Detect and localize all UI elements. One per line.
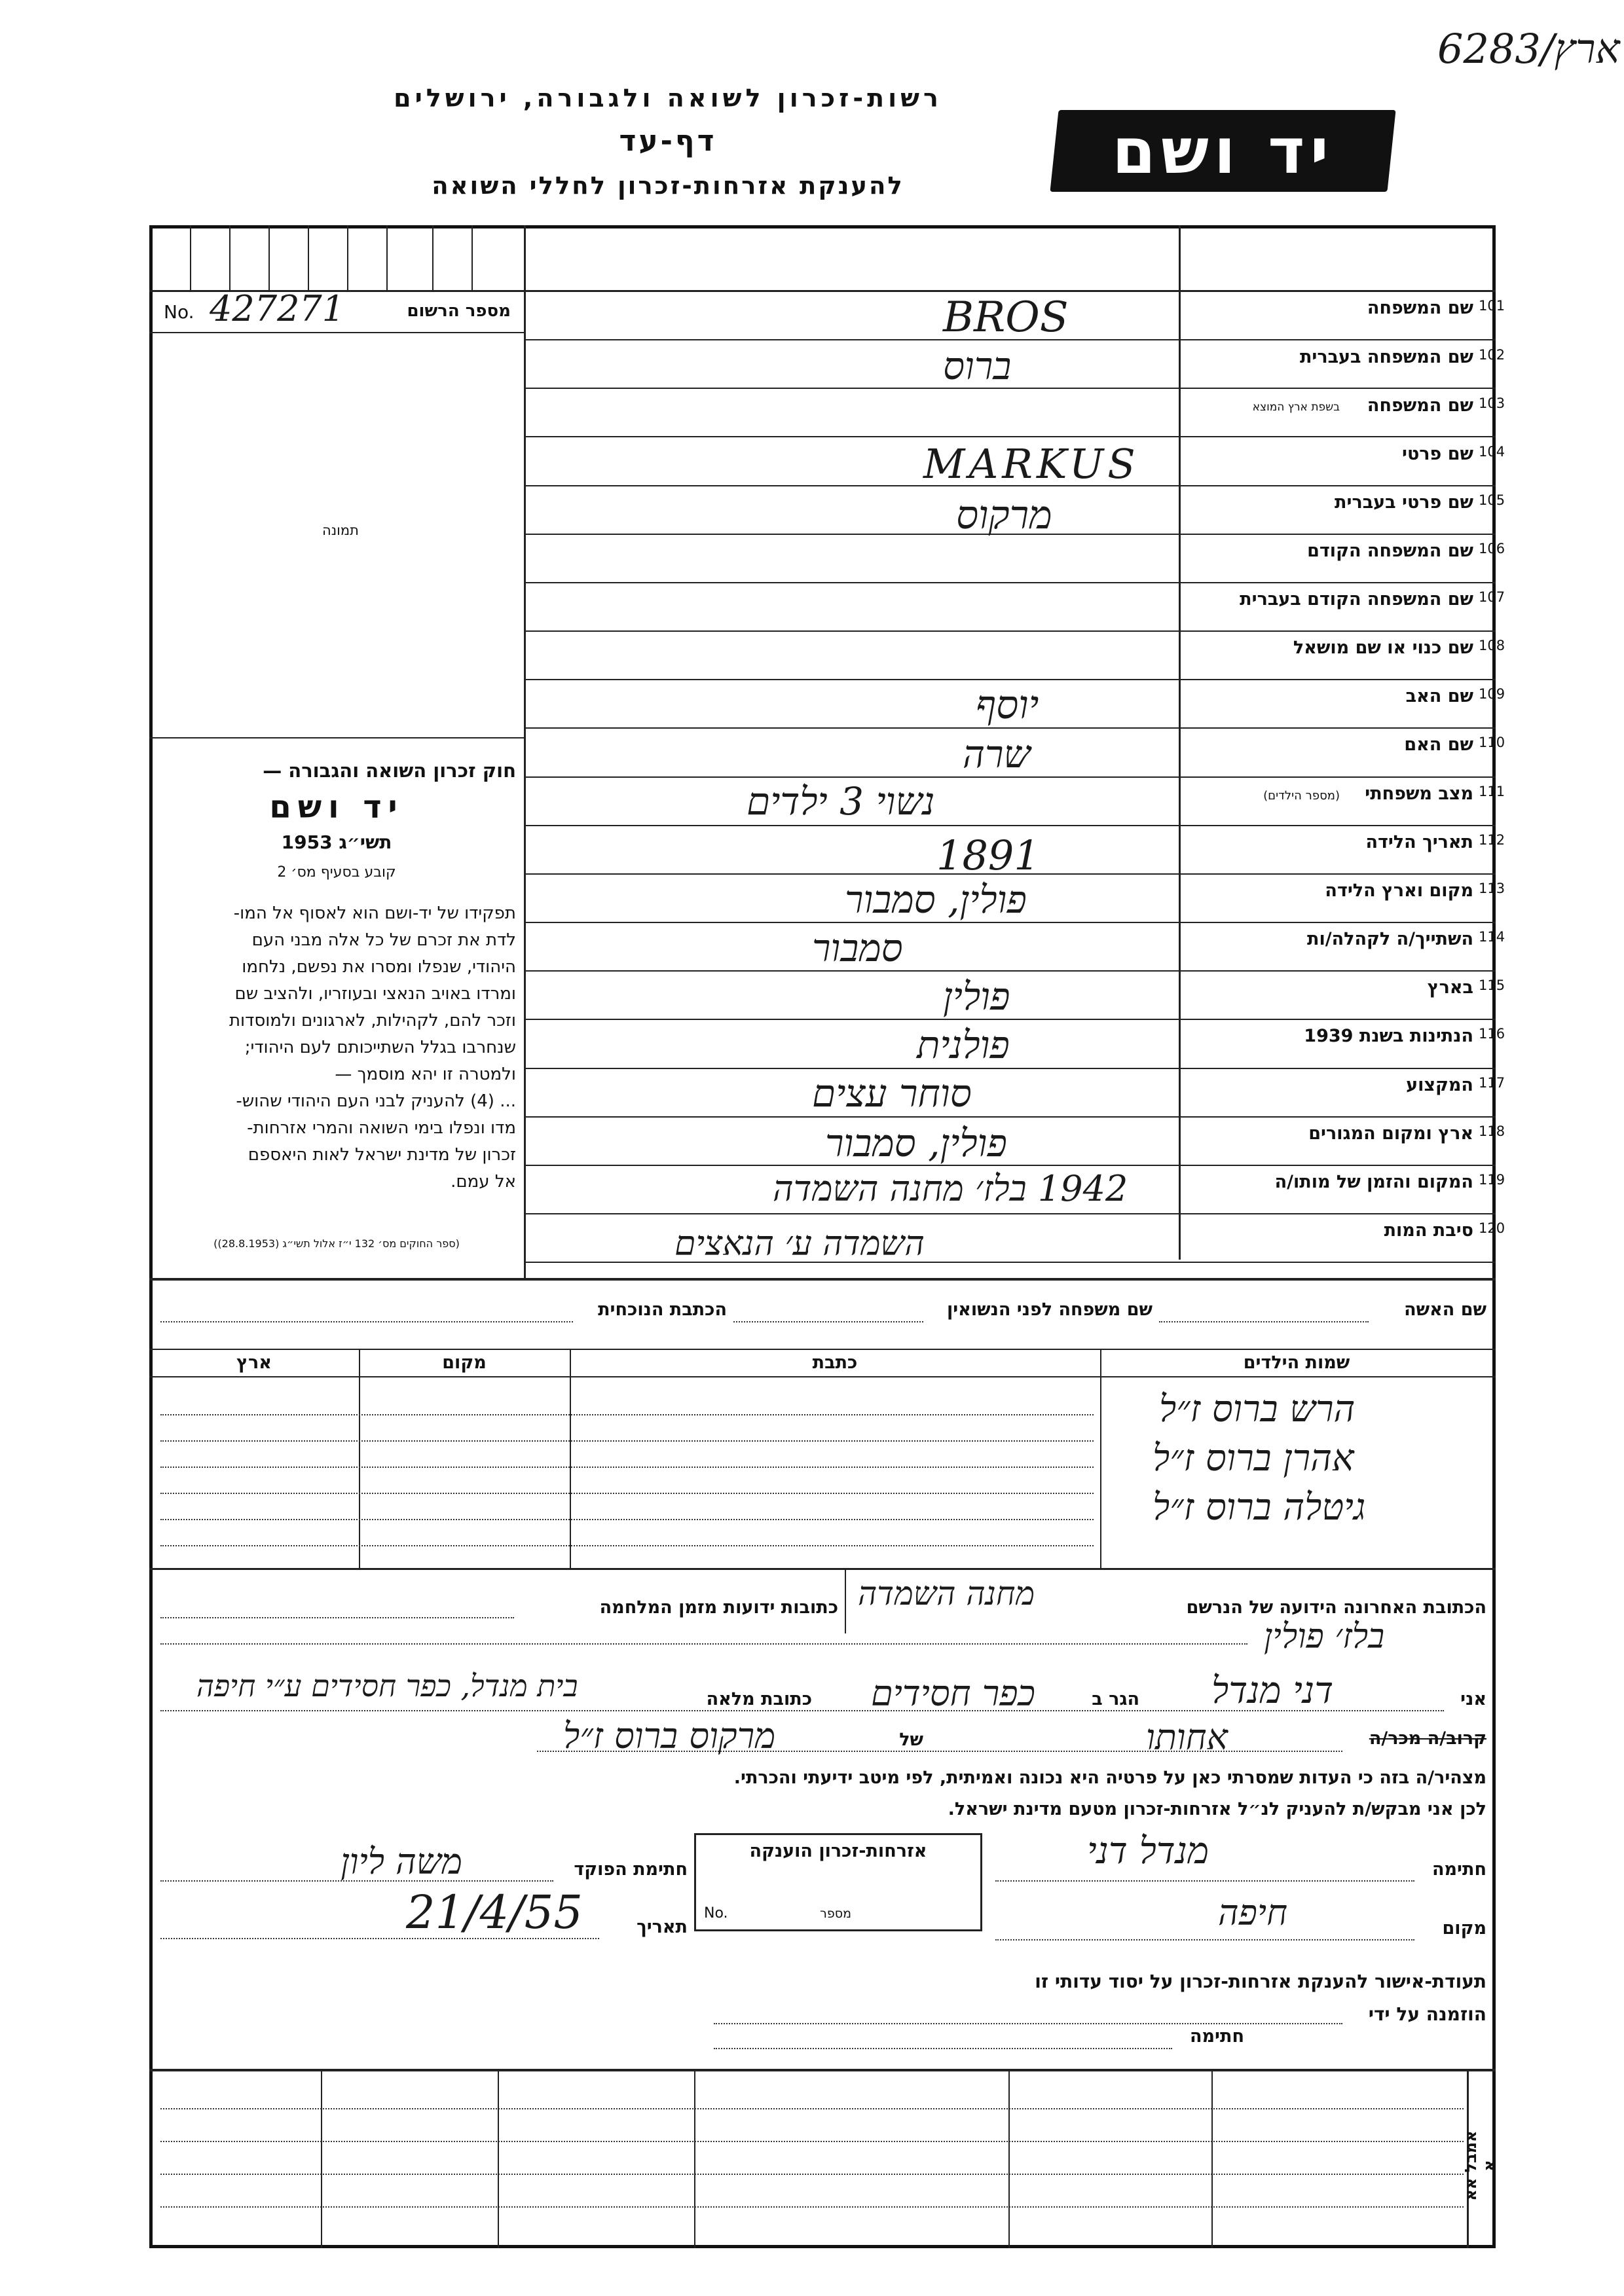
strip-box (471, 225, 473, 291)
children-row-line (160, 1493, 1094, 1494)
law-line: תפקידו של יד-ושם הוא לאסוף אל המו- (233, 903, 516, 923)
row-line (524, 679, 1496, 680)
field-103-number: 103 (1479, 395, 1505, 411)
law-line: שנחרבו בגלל השתייכותם לעם היהודי; (244, 1038, 516, 1057)
law-line: מדו ונפלו בימי השואה והמרי אזרחות- (247, 1118, 516, 1138)
official-signature-value: משה ליון (341, 1841, 463, 1882)
citizenship-box-no: No. (704, 1905, 728, 1922)
field-102-number: 102 (1479, 347, 1505, 363)
relation-value: אחותו (1146, 1717, 1228, 1758)
field-109-label: שם האב (1405, 686, 1473, 706)
bottom-grid-row (160, 2141, 1464, 2142)
field-118-label: ארץ ומקום המגורים (1308, 1123, 1473, 1144)
certificate-line-2: הוזמנה על ידי (1368, 2003, 1486, 2025)
strip-box (268, 225, 270, 291)
certificate-line-1: תעודת-אישור להענקת אזרחות-זכרון על יסוד עדותי זו (1035, 1971, 1486, 1992)
row-line (524, 1116, 1496, 1118)
field-103-sublabel: בשפת ארץ המוצא (1252, 401, 1340, 414)
last-known-address-value: מחנה השמדה (858, 1575, 1035, 1613)
field-109-number: 109 (1479, 686, 1505, 702)
field-111-value: נשוי 3 ילדים (747, 779, 935, 824)
law-footnote: (ספר החוקים מס׳ 132 י״ז אלול תשי״ג (28.8.1953)) (213, 1237, 460, 1250)
law-line: וזכר להם, לקהילות, לארגונים ולמוסדות (229, 1011, 516, 1030)
field-101-number: 101 (1479, 298, 1505, 314)
strip-box (229, 225, 231, 291)
field-115-number: 115 (1479, 977, 1505, 993)
signature-line[interactable] (995, 1880, 1414, 1882)
top-strip-bottom (149, 290, 1496, 292)
strip-box (347, 225, 348, 291)
law-line: ... (4) להעניק לבני העם היהודי שהוש- (236, 1091, 516, 1111)
children-row-line (160, 1414, 1094, 1415)
law-line: לדת את זכרם של כל אלה מבני העם (251, 930, 516, 950)
official-signature-label: חתימת הפוקד (574, 1859, 688, 1880)
children-table-top (149, 1349, 1496, 1350)
citizenship-box-no-label: מספר (820, 1906, 851, 1921)
field-111-number: 111 (1479, 784, 1505, 799)
field-112-value: 1891 (936, 831, 1040, 879)
field-116-number: 116 (1479, 1026, 1505, 1042)
field-102-label: שם המשפחה בעברית (1299, 347, 1473, 367)
field-114-label: השתייך/ה לקהלה/ות (1307, 929, 1473, 949)
field-108-label: שם כנוי או שם מושאל (1293, 638, 1473, 658)
field-119-value: 1942 בלז׳ מחנה השמדה (773, 1168, 1128, 1209)
field-113-number: 113 (1479, 881, 1505, 896)
children-table-header-line (149, 1376, 1496, 1377)
field-110-value: שרה (963, 732, 1031, 776)
resident-label: הגר ב (1092, 1689, 1139, 1709)
children-row-line (160, 1519, 1094, 1520)
field-112-number: 112 (1479, 832, 1505, 848)
field-103-label: שם המשפחה (1367, 395, 1473, 416)
relation-line (537, 1751, 1342, 1752)
field-104-value: MARKUS (923, 440, 1139, 488)
certificate-signature-label: חתימה (1189, 2026, 1244, 2047)
law-line: ולמטרה זו יהא מוסמך — (335, 1065, 516, 1084)
row-line (524, 1068, 1496, 1069)
file-mark: 6ארץ/283 (1437, 25, 1620, 73)
current-address-line[interactable] (160, 1321, 573, 1322)
row-line (524, 1213, 1496, 1214)
last-known-address-value2: בלז׳ פולין (1264, 1617, 1385, 1656)
resident-value: כפר חסידים (871, 1673, 1035, 1714)
field-104-number: 104 (1479, 444, 1505, 460)
law-name: יד ושם (269, 789, 404, 826)
law-title: חוק זכרון השואה והגבורה — (263, 759, 516, 782)
row-line (524, 1262, 1496, 1263)
field-118-value: פולין, סמבור (825, 1121, 1007, 1165)
field-120-label: סיבת המות (1384, 1220, 1473, 1241)
children-header-place: מקום (442, 1353, 487, 1373)
bottom-grid-row (160, 2206, 1464, 2208)
strip-box (432, 225, 434, 291)
field-117-value: סוחר עצים (812, 1071, 972, 1116)
org-line: רשות-זכרון לשואה ולגבורה, ירושלים (394, 84, 942, 113)
field-119-number: 119 (1479, 1172, 1505, 1188)
field-106-label: שם המשפחה הקודם (1307, 541, 1473, 561)
law-line: ומרדו באויב הנאצי ובעוזריו, ולהציב שם (234, 984, 516, 1004)
row-line (524, 922, 1496, 923)
field-107-label: שם המשפחה הקודם בעברית (1240, 589, 1473, 610)
row-line (524, 630, 1496, 632)
field-115-label: בארץ (1427, 977, 1473, 998)
address-divider (845, 1568, 846, 1633)
section-divider (149, 1278, 1496, 1281)
place-value: חיפה (1218, 1892, 1288, 1933)
certificate-issuer-line[interactable] (714, 2023, 1342, 2024)
field-114-number: 114 (1479, 929, 1505, 945)
child-1: הרש ברוס ז״ל (1159, 1388, 1356, 1430)
full-address-label: כתובת מלאה (706, 1689, 812, 1709)
field-101-label: שם המשפחה (1367, 298, 1473, 318)
registration-no-value: 427271 (210, 288, 345, 329)
child-3: גיטלה ברוס ז״ל (1153, 1486, 1366, 1529)
field-106-number: 106 (1479, 541, 1505, 556)
field-111-sublabel: (מספר הילדים) (1263, 789, 1340, 803)
field-108-number: 108 (1479, 638, 1505, 653)
law-year: תשי״ג 1953 (281, 831, 392, 853)
current-address-label: הכתבת הנוכחית (598, 1300, 727, 1320)
row-line (524, 970, 1496, 972)
field-109-value: יוסף (976, 682, 1039, 728)
row-line (524, 582, 1496, 583)
wife-name-line[interactable] (1159, 1321, 1369, 1322)
children-header-address: כתבת (812, 1353, 858, 1373)
row-line (524, 1165, 1496, 1166)
strip-box (190, 225, 191, 291)
bottom-grid-row (160, 2108, 1464, 2109)
logo-text: יד ושם (1112, 115, 1334, 188)
field-120-number: 120 (1479, 1220, 1505, 1236)
field-102-value: ברוס (943, 344, 1012, 388)
field-111-label: מצב משפחתי (1365, 784, 1473, 804)
bottom-grid-top (149, 2069, 1496, 2071)
full-address-value: בית מנדל, כפר חסידים ע״י חיפה (196, 1668, 578, 1704)
children-header-names: שמות הילדים (1243, 1353, 1350, 1373)
bottom-grid-col (1211, 2069, 1213, 2248)
photo-area-bottom (149, 737, 524, 738)
field-116-value: פולנית (917, 1023, 1010, 1067)
wartime-address-label: כתובות ידועות מזמן המלחמה (599, 1597, 838, 1618)
field-114-value: סמבור (812, 926, 903, 970)
field-104-label: שם פרטי (1402, 444, 1473, 464)
children-row-line (160, 1467, 1094, 1468)
official-signature-line[interactable] (160, 1880, 553, 1882)
field-115-value: פולין (943, 974, 1010, 1019)
address-continuation-line (160, 1643, 1247, 1645)
children-row-line (160, 1545, 1094, 1546)
declarant-name: דני מנדל (1211, 1669, 1334, 1712)
field-117-label: המקצוע (1406, 1075, 1473, 1095)
field-120-value: השמדה ע׳ הנאצים (674, 1224, 925, 1264)
row-line (524, 436, 1496, 437)
children-header-country: ארץ (236, 1353, 272, 1373)
row-line (524, 825, 1496, 826)
field-110-number: 110 (1479, 735, 1505, 750)
bottom-grid-col (321, 2069, 322, 2248)
bottom-grid-col (1008, 2069, 1010, 2248)
certificate-signature-line[interactable] (714, 2048, 1172, 2049)
registration-line (149, 332, 524, 333)
place-line[interactable] (995, 1939, 1414, 1941)
row-line (524, 1019, 1496, 1020)
law-line: אל עמם. (451, 1172, 516, 1192)
children-col-divider (359, 1349, 360, 1568)
strip-box (386, 225, 388, 291)
photo-label: תמונה (322, 522, 359, 538)
declaration-line (160, 1710, 1444, 1711)
of-value: מרקוס ברוס ז״ל (563, 1715, 776, 1757)
right-column-divider (1179, 225, 1181, 1260)
law-body (157, 900, 516, 1195)
bottom-grid-row (160, 2174, 1464, 2175)
form-title: דף-עד (619, 124, 717, 158)
section-divider (149, 1568, 1496, 1570)
wartime-address-line[interactable] (160, 1617, 514, 1618)
signature-label: חתימה (1431, 1859, 1486, 1880)
field-119-label: המקום והזמן של מותו/ה (1274, 1172, 1473, 1192)
field-110-label: שם האם (1404, 735, 1473, 755)
side-code: אמבל אא א (1462, 2130, 1498, 2201)
children-col-divider (1100, 1349, 1101, 1568)
wife-label: שם האשה (1404, 1300, 1486, 1320)
last-known-address-label: הכתובת האחרונה הידועה של הנרשם (1186, 1597, 1486, 1618)
citizenship-box-title: אזרחות-זכרון הוענקה (749, 1841, 927, 1861)
maiden-name-label: שם משפחה לפני הנשואין (946, 1300, 1153, 1320)
field-101-value: BROS (943, 293, 1069, 342)
declaration-ani: אני (1460, 1689, 1486, 1709)
registration-no-prefix: No. (164, 301, 194, 323)
field-105-number: 105 (1479, 492, 1505, 508)
field-112-label: תאריך הלידה (1365, 832, 1473, 852)
form-subtitle: להענקת אזרחות-זכרון לחללי השואה (432, 172, 904, 200)
maiden-name-line[interactable] (733, 1321, 923, 1322)
field-117-number: 117 (1479, 1075, 1505, 1091)
statement-1: מצהיר/ה בזה כי העדות שמסרתי כאן על פרטיה היא נכונה ואמיתית, לפי מיטב ידיעתי והכרתי. (733, 1768, 1486, 1788)
statement-2: לכן אני מבקש/ת להעניק לנ״ל אזרחות-זכרון מטעם מדינת ישראל. (948, 1799, 1486, 1819)
row-line (524, 776, 1496, 778)
law-line: זכרון של מדינת ישראל לאות היאספם (248, 1145, 516, 1165)
place-label: מקום (1442, 1918, 1486, 1939)
bottom-grid-col (498, 2069, 499, 2248)
child-2: אהרן ברוס ז״ל (1153, 1437, 1354, 1480)
bottom-grid-col (694, 2069, 695, 2248)
field-105-label: שם פרטי בעברית (1335, 492, 1473, 513)
date-line[interactable] (160, 1938, 599, 1939)
of-label: של (899, 1730, 923, 1750)
field-116-label: הנתינות בשנת 1939 (1304, 1026, 1473, 1046)
field-107-number: 107 (1479, 589, 1505, 605)
signature-value: מנדל דני (1087, 1830, 1209, 1872)
law-line: היהודי, שנפלו ומסרו את נפשם, נלחמו (242, 957, 516, 977)
field-105-value: מרקוס (956, 492, 1052, 538)
date-value: 21/4/55 (406, 1886, 583, 1939)
children-row-line (160, 1440, 1094, 1442)
left-column-divider (524, 225, 526, 1279)
strip-box (308, 225, 309, 291)
registration-label: מספר הרשום (407, 301, 511, 321)
children-col-divider (570, 1349, 571, 1568)
field-113-label: מקום וארץ הלידה (1325, 881, 1473, 901)
relation-label: קרוב/ה מכר/ה (1369, 1728, 1486, 1749)
field-118-number: 118 (1479, 1123, 1505, 1139)
date-label: תאריך (637, 1917, 688, 1937)
law-clause: קובע בסעיף מס׳ 2 (277, 864, 396, 881)
field-113-value: פולין, סמבור (845, 877, 1027, 922)
